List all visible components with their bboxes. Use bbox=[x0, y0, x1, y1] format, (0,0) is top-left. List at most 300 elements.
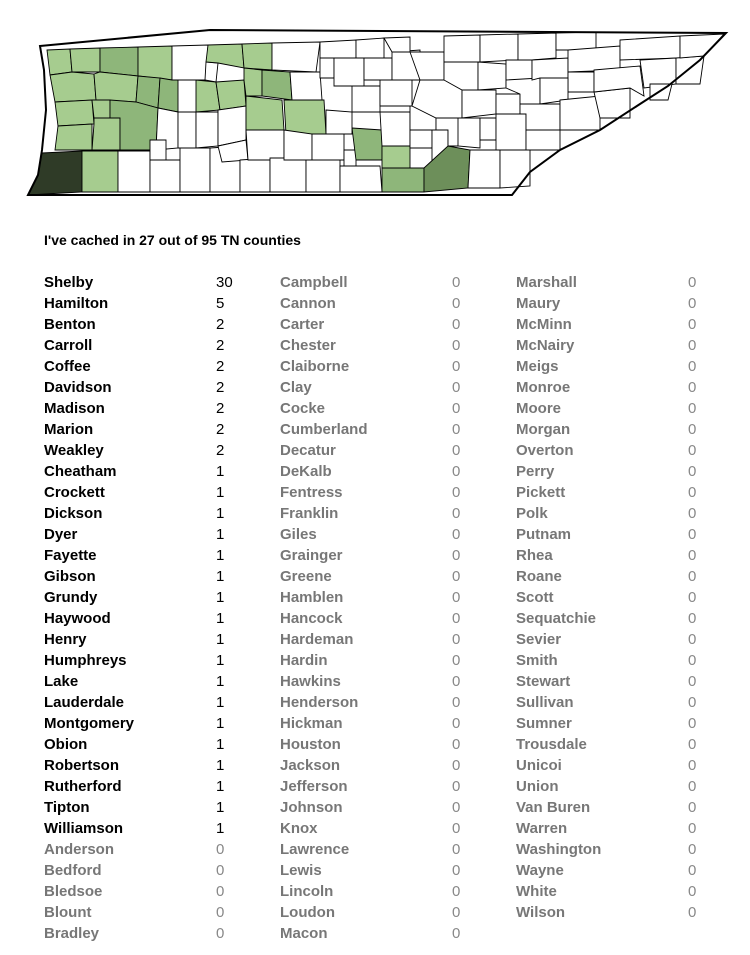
county-cache-count: 0 bbox=[688, 568, 697, 585]
county-cache-count: 0 bbox=[452, 526, 461, 543]
county-name: Overton bbox=[516, 442, 574, 459]
county-cache-count: 0 bbox=[688, 484, 697, 501]
county-cache-count: 1 bbox=[216, 799, 225, 816]
county-cache-count: 1 bbox=[216, 547, 225, 564]
county-name: Hancock bbox=[280, 610, 343, 627]
county-wilson bbox=[290, 72, 322, 100]
county-cache-count: 0 bbox=[688, 736, 697, 753]
county-cache-count: 0 bbox=[216, 841, 225, 858]
county-cache-count: 0 bbox=[452, 463, 461, 480]
county-row bbox=[516, 755, 716, 776]
county-cache-count: 2 bbox=[216, 358, 225, 375]
county-cache-count: 2 bbox=[216, 379, 225, 396]
county-row bbox=[516, 377, 716, 398]
county-polk bbox=[500, 150, 530, 188]
county-row bbox=[516, 272, 716, 293]
county-list-column-1 bbox=[44, 272, 244, 944]
county-cache-count: 0 bbox=[688, 841, 697, 858]
county-name: Fentress bbox=[280, 484, 343, 501]
county-name: Gibson bbox=[44, 568, 96, 585]
county-cache-count: 2 bbox=[216, 442, 225, 459]
county-cache-count: 0 bbox=[688, 673, 697, 690]
county-cache-count: 2 bbox=[216, 316, 225, 333]
county-row bbox=[44, 587, 244, 608]
county-name: Campbell bbox=[280, 274, 348, 291]
county-cache-count: 0 bbox=[688, 715, 697, 732]
county-name: Sequatchie bbox=[516, 610, 597, 627]
county-cache-count: 1 bbox=[216, 820, 225, 837]
county-cache-count: 0 bbox=[452, 799, 461, 816]
county-row bbox=[516, 902, 716, 923]
county-name: Chester bbox=[280, 337, 336, 354]
county-shelby bbox=[28, 151, 82, 195]
county-cache-count: 0 bbox=[688, 631, 697, 648]
county-cache-count: 0 bbox=[452, 400, 461, 417]
county-fayette bbox=[82, 151, 118, 192]
county-row bbox=[516, 692, 716, 713]
county-cannon bbox=[326, 110, 352, 134]
county-name: Putnam bbox=[516, 526, 572, 543]
county-cache-count: 0 bbox=[452, 274, 461, 291]
county-cache-count: 0 bbox=[688, 862, 697, 879]
county-cache-count: 0 bbox=[452, 757, 461, 774]
county-name: Hawkins bbox=[280, 673, 341, 690]
county-cache-count: 0 bbox=[688, 526, 697, 543]
county-row bbox=[516, 650, 716, 671]
county-cache-count: 0 bbox=[452, 358, 461, 375]
county-cache-count: 0 bbox=[688, 295, 697, 312]
county-row bbox=[516, 587, 716, 608]
county-dekalb bbox=[352, 86, 380, 112]
county-row bbox=[280, 608, 480, 629]
county-name: Henderson bbox=[280, 694, 359, 711]
county-cache-count: 1 bbox=[216, 505, 225, 522]
county-cache-count: 0 bbox=[452, 484, 461, 501]
county-name: Stewart bbox=[516, 673, 571, 690]
county-van-buren bbox=[410, 130, 432, 148]
county-row bbox=[280, 335, 480, 356]
county-name: Bledsoe bbox=[44, 883, 103, 900]
county-name: Bedford bbox=[44, 862, 102, 879]
county-name: Scott bbox=[516, 589, 554, 606]
county-row bbox=[516, 629, 716, 650]
county-benton bbox=[158, 78, 178, 112]
county-name: Trousdale bbox=[516, 736, 587, 753]
county-row bbox=[44, 902, 244, 923]
county-name: Jefferson bbox=[280, 778, 348, 795]
county-row bbox=[44, 713, 244, 734]
county-lawrence bbox=[240, 158, 270, 192]
county-name: Madison bbox=[44, 400, 105, 417]
county-name: Lauderdale bbox=[44, 694, 125, 711]
county-name: Shelby bbox=[44, 274, 94, 291]
county-cache-count: 1 bbox=[216, 631, 225, 648]
county-cache-count: 0 bbox=[688, 505, 697, 522]
county-name: Hamilton bbox=[44, 295, 109, 312]
county-cache-count: 2 bbox=[216, 400, 225, 417]
county-row bbox=[280, 524, 480, 545]
county-marshall bbox=[284, 130, 312, 160]
county-cache-count: 0 bbox=[688, 904, 697, 921]
county-johnson bbox=[680, 34, 724, 58]
county-row bbox=[44, 818, 244, 839]
county-row bbox=[44, 398, 244, 419]
county-cache-count: 0 bbox=[688, 442, 697, 459]
county-name: Morgan bbox=[516, 421, 571, 438]
county-cache-count: 0 bbox=[688, 883, 697, 900]
county-row bbox=[516, 461, 716, 482]
county-name: Union bbox=[516, 778, 559, 795]
county-row bbox=[280, 314, 480, 335]
county-cache-count: 2 bbox=[216, 337, 225, 354]
county-row bbox=[516, 797, 716, 818]
county-row bbox=[44, 734, 244, 755]
county-cache-count: 0 bbox=[688, 799, 697, 816]
county-bedford bbox=[312, 134, 344, 160]
county-cache-count: 0 bbox=[452, 379, 461, 396]
county-dyer bbox=[50, 72, 96, 102]
county-perry bbox=[196, 112, 218, 148]
county-row bbox=[44, 356, 244, 377]
county-name: Monroe bbox=[516, 379, 571, 396]
county-name: Montgomery bbox=[44, 715, 134, 732]
county-row bbox=[44, 923, 244, 944]
county-row bbox=[280, 356, 480, 377]
county-name: Claiborne bbox=[280, 358, 350, 375]
county-cache-count: 1 bbox=[216, 568, 225, 585]
county-name: Lake bbox=[44, 673, 79, 690]
county-cache-count: 0 bbox=[688, 610, 697, 627]
county-cache-count: 0 bbox=[688, 421, 697, 438]
county-hardeman bbox=[118, 151, 150, 192]
county-mcminn bbox=[496, 114, 526, 150]
county-cache-count: 1 bbox=[216, 610, 225, 627]
county-row bbox=[280, 650, 480, 671]
county-chester bbox=[150, 140, 166, 160]
county-cache-count: 0 bbox=[452, 841, 461, 858]
county-name: Rhea bbox=[516, 547, 553, 564]
county-williamson bbox=[246, 96, 284, 130]
county-cache-count: 0 bbox=[452, 862, 461, 879]
county-haywood bbox=[92, 118, 120, 150]
county-name: Hamblen bbox=[280, 589, 344, 606]
county-maury bbox=[246, 130, 284, 160]
county-row bbox=[280, 734, 480, 755]
county-roane bbox=[462, 90, 496, 118]
county-davidson bbox=[262, 70, 292, 100]
county-macon bbox=[320, 40, 356, 58]
county-sullivan bbox=[620, 36, 680, 60]
county-name: Van Buren bbox=[516, 799, 591, 816]
county-lauderdale bbox=[55, 100, 94, 126]
county-name: Macon bbox=[280, 925, 328, 942]
county-row bbox=[44, 440, 244, 461]
county-campbell bbox=[480, 34, 518, 62]
county-name: Perry bbox=[516, 463, 555, 480]
county-name: McNairy bbox=[516, 337, 575, 354]
county-blount bbox=[520, 104, 560, 130]
county-row bbox=[44, 797, 244, 818]
county-row bbox=[44, 293, 244, 314]
county-cache-count: 1 bbox=[216, 652, 225, 669]
county-cheatham bbox=[244, 68, 262, 96]
county-mcnairy bbox=[150, 160, 180, 192]
county-row bbox=[280, 629, 480, 650]
county-row bbox=[280, 272, 480, 293]
county-row bbox=[516, 776, 716, 797]
county-moore bbox=[344, 150, 356, 166]
county-name: Obion bbox=[44, 736, 88, 753]
county-row bbox=[516, 314, 716, 335]
county-row bbox=[516, 860, 716, 881]
county-row bbox=[44, 881, 244, 902]
county-name: Coffee bbox=[44, 358, 91, 375]
county-cache-count: 0 bbox=[452, 610, 461, 627]
county-row bbox=[280, 713, 480, 734]
county-cache-count: 0 bbox=[688, 547, 697, 564]
county-cache-count: 0 bbox=[452, 715, 461, 732]
county-name: Washington bbox=[516, 841, 602, 858]
county-row bbox=[44, 419, 244, 440]
county-cache-count: 0 bbox=[452, 820, 461, 837]
county-row bbox=[280, 293, 480, 314]
county-jackson bbox=[364, 58, 392, 80]
county-row bbox=[280, 818, 480, 839]
county-marion bbox=[382, 168, 424, 192]
county-row bbox=[516, 398, 716, 419]
county-name: Roane bbox=[516, 568, 562, 585]
county-row bbox=[516, 356, 716, 377]
county-cache-count: 0 bbox=[216, 883, 225, 900]
county-anderson bbox=[478, 62, 506, 90]
county-cache-count: 1 bbox=[216, 778, 225, 795]
county-name: Marion bbox=[44, 421, 94, 438]
county-name: Weakley bbox=[44, 442, 104, 459]
county-name: Sumner bbox=[516, 715, 572, 732]
county-giles bbox=[270, 158, 306, 192]
county-row bbox=[44, 755, 244, 776]
county-cache-count: 5 bbox=[216, 295, 225, 312]
county-cache-count: 1 bbox=[216, 736, 225, 753]
county-rhea bbox=[458, 118, 480, 148]
county-name: Warren bbox=[516, 820, 568, 837]
county-name: Lawrence bbox=[280, 841, 350, 858]
county-scott bbox=[444, 35, 480, 62]
county-row bbox=[516, 881, 716, 902]
county-name: Bradley bbox=[44, 925, 100, 942]
county-cache-count: 0 bbox=[688, 379, 697, 396]
county-name: Moore bbox=[516, 400, 561, 417]
county-row bbox=[44, 650, 244, 671]
county-cache-count: 0 bbox=[452, 925, 461, 942]
county-name: Grundy bbox=[44, 589, 98, 606]
county-row bbox=[280, 377, 480, 398]
county-row bbox=[516, 839, 716, 860]
county-loudon bbox=[496, 94, 520, 114]
county-row bbox=[280, 587, 480, 608]
county-stewart bbox=[172, 45, 208, 80]
county-cache-count: 0 bbox=[688, 358, 697, 375]
county-name: Robertson bbox=[44, 757, 119, 774]
county-sumner bbox=[272, 42, 320, 72]
county-row bbox=[44, 776, 244, 797]
county-weakley bbox=[100, 47, 138, 76]
county-bradley bbox=[468, 150, 500, 188]
county-cache-count: 0 bbox=[452, 694, 461, 711]
county-row bbox=[280, 398, 480, 419]
county-cache-count: 0 bbox=[452, 295, 461, 312]
county-name: Crockett bbox=[44, 484, 105, 501]
county-name: Houston bbox=[280, 736, 341, 753]
county-hamilton bbox=[424, 146, 470, 192]
county-name: Polk bbox=[516, 505, 548, 522]
county-row bbox=[280, 566, 480, 587]
county-name: Smith bbox=[516, 652, 558, 669]
county-cache-count: 0 bbox=[452, 883, 461, 900]
county-cache-count: 0 bbox=[688, 463, 697, 480]
county-name: Grainger bbox=[280, 547, 343, 564]
county-row bbox=[280, 776, 480, 797]
county-cache-count: 0 bbox=[688, 274, 697, 291]
county-name: Johnson bbox=[280, 799, 343, 816]
county-cache-count: 0 bbox=[452, 568, 461, 585]
county-row bbox=[516, 419, 716, 440]
county-name: Unicoi bbox=[516, 757, 562, 774]
county-tipton bbox=[55, 124, 92, 150]
county-grundy bbox=[382, 146, 410, 168]
county-franklin bbox=[340, 166, 382, 192]
county-row bbox=[44, 839, 244, 860]
county-lake bbox=[47, 49, 72, 75]
county-cache-count: 0 bbox=[688, 778, 697, 795]
county-cache-count: 0 bbox=[688, 757, 697, 774]
county-cache-count: 0 bbox=[688, 400, 697, 417]
county-name: Loudon bbox=[280, 904, 335, 921]
county-name: Jackson bbox=[280, 757, 341, 774]
county-cache-count: 1 bbox=[216, 757, 225, 774]
county-name: Benton bbox=[44, 316, 96, 333]
county-cache-count: 0 bbox=[688, 820, 697, 837]
county-name: Cocke bbox=[280, 400, 326, 417]
county-list-column-2 bbox=[280, 272, 480, 944]
county-name: Sullivan bbox=[516, 694, 574, 711]
county-trousdale bbox=[320, 58, 334, 78]
county-hamblen bbox=[568, 72, 594, 92]
county-name: Haywood bbox=[44, 610, 111, 627]
county-houston bbox=[205, 62, 218, 82]
county-row bbox=[44, 377, 244, 398]
county-name: Rutherford bbox=[44, 778, 122, 795]
county-row bbox=[280, 902, 480, 923]
county-row bbox=[280, 545, 480, 566]
county-name: Carter bbox=[280, 316, 325, 333]
county-gibson bbox=[94, 72, 138, 102]
county-row bbox=[44, 503, 244, 524]
county-name: Marshall bbox=[516, 274, 577, 291]
county-cache-count: 0 bbox=[688, 316, 697, 333]
county-cache-count: 0 bbox=[688, 652, 697, 669]
county-name: Anderson bbox=[44, 841, 115, 858]
county-row bbox=[516, 293, 716, 314]
county-name: Tipton bbox=[44, 799, 90, 816]
county-name: McMinn bbox=[516, 316, 572, 333]
county-list-column-3 bbox=[516, 272, 716, 923]
county-name: Cannon bbox=[280, 295, 336, 312]
county-row bbox=[44, 608, 244, 629]
county-cache-count: 1 bbox=[216, 694, 225, 711]
county-coffee bbox=[352, 128, 382, 160]
county-hardin bbox=[180, 148, 210, 192]
county-name: Williamson bbox=[44, 820, 124, 837]
county-name: Humphreys bbox=[44, 652, 127, 669]
county-name: Hardeman bbox=[280, 631, 354, 648]
county-row bbox=[44, 860, 244, 881]
county-union bbox=[506, 60, 532, 80]
county-hancock bbox=[556, 32, 596, 50]
county-name: Pickett bbox=[516, 484, 566, 501]
county-row bbox=[516, 734, 716, 755]
county-meigs bbox=[480, 118, 496, 140]
county-name: Knox bbox=[280, 820, 318, 837]
county-clay bbox=[356, 38, 384, 58]
county-grainger bbox=[532, 58, 568, 80]
county-name: Wilson bbox=[516, 904, 566, 921]
county-name: Cumberland bbox=[280, 421, 368, 438]
county-robertson bbox=[242, 43, 272, 70]
county-row bbox=[516, 566, 716, 587]
county-row bbox=[44, 482, 244, 503]
county-sevier bbox=[560, 96, 600, 130]
county-shapes bbox=[28, 32, 724, 195]
county-name: Maury bbox=[516, 295, 561, 312]
county-row bbox=[280, 839, 480, 860]
county-row bbox=[280, 440, 480, 461]
county-row bbox=[44, 524, 244, 545]
county-row bbox=[280, 419, 480, 440]
county-name: Dickson bbox=[44, 505, 103, 522]
county-row bbox=[44, 629, 244, 650]
county-row bbox=[44, 272, 244, 293]
county-row bbox=[516, 545, 716, 566]
county-warren bbox=[380, 112, 410, 146]
county-cache-count: 30 bbox=[216, 274, 233, 291]
county-name: Blount bbox=[44, 904, 92, 921]
county-cache-count: 0 bbox=[216, 904, 225, 921]
county-cache-count: 0 bbox=[452, 631, 461, 648]
county-name: Henry bbox=[44, 631, 87, 648]
county-name: Wayne bbox=[516, 862, 564, 879]
county-cache-count: 0 bbox=[452, 589, 461, 606]
county-name: White bbox=[516, 883, 557, 900]
county-name: Cheatham bbox=[44, 463, 117, 480]
county-cache-count: 0 bbox=[688, 337, 697, 354]
county-row bbox=[44, 335, 244, 356]
county-row bbox=[516, 335, 716, 356]
county-cache-count: 1 bbox=[216, 589, 225, 606]
county-cache-count: 0 bbox=[452, 442, 461, 459]
county-decatur bbox=[178, 112, 196, 148]
county-cache-count: 0 bbox=[688, 694, 697, 711]
county-row bbox=[516, 503, 716, 524]
county-hickman bbox=[218, 106, 246, 146]
county-name: Carroll bbox=[44, 337, 93, 354]
county-name: Greene bbox=[280, 568, 332, 585]
county-name: Dyer bbox=[44, 526, 78, 543]
county-row bbox=[516, 608, 716, 629]
county-row bbox=[280, 692, 480, 713]
county-cache-count: 0 bbox=[452, 673, 461, 690]
county-row bbox=[516, 713, 716, 734]
